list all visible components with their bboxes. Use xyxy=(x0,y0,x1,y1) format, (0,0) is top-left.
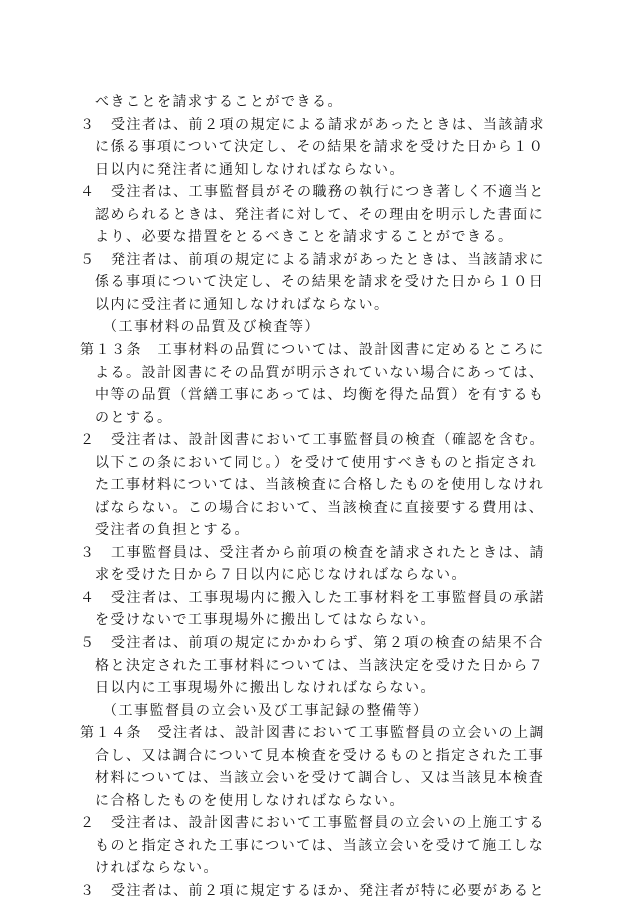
text-line xyxy=(0,114,630,136)
text-line-content: 第１３条 工事材料の品質については、設計図書に定めるところに xyxy=(80,342,545,358)
text-line xyxy=(0,316,630,338)
text-line xyxy=(0,91,630,113)
text-line-content: ４ 受注者は、工事監督員がその職務の執行につき著しく不適当と xyxy=(80,184,545,200)
text-line xyxy=(0,249,630,271)
text-line xyxy=(0,429,630,451)
text-line xyxy=(0,159,630,181)
text-line xyxy=(0,812,630,834)
text-line xyxy=(0,722,630,744)
text-line-content: 第１４条 受注者は、設計図書において工事監督員の立会いの上調 xyxy=(80,725,545,741)
text-line xyxy=(0,271,630,293)
text-line xyxy=(0,587,630,609)
text-line-content: ３ 受注者は、前２項の規定による請求があったときは、当該請求 xyxy=(80,117,545,133)
text-line xyxy=(0,474,630,496)
text-line-content: ３ 受注者は、前２項に規定するほか、発注者が特に必要があると xyxy=(80,883,545,899)
text-line xyxy=(0,655,630,677)
text-line-content: に合格したものを使用しなければならない。 xyxy=(95,793,405,809)
text-line-content: 求を受けた日から７日以内に応じなければならない。 xyxy=(95,567,467,583)
text-line-content: 係る事項について決定し、その結果を請求を受けた日から１０日 xyxy=(95,274,545,290)
text-line-content: に係る事項について決定し、その結果を請求を受けた日から１０ xyxy=(95,139,545,155)
text-line xyxy=(0,339,630,361)
text-line-content: 日以内に工事現場外に搬出しなければならない。 xyxy=(95,680,436,696)
text-line xyxy=(0,880,630,902)
text-line-content: 認められるときは、発注者に対して、その理由を明示した書面に xyxy=(95,207,545,223)
text-line xyxy=(0,294,630,316)
text-line-content: 中等の品質（営繕工事にあっては、均衡を得た品質）を有するも xyxy=(95,387,545,403)
text-line-content: 以下この条において同じ。）を受けて使用すべきものと指定され xyxy=(95,455,538,471)
text-line xyxy=(0,767,630,789)
text-line-content: ばならない。この場合において、当該検査に直接要する費用は、 xyxy=(95,500,545,516)
text-line xyxy=(0,677,630,699)
text-line-content: ５ 発注者は、前項の規定による請求があったときは、当該請求に xyxy=(80,252,545,268)
text-line-content: ２ 受注者は、設計図書において工事監督員の検査（確認を含む。 xyxy=(80,432,545,448)
text-line xyxy=(0,384,630,406)
text-line xyxy=(0,609,630,631)
text-line-content: 以内に受注者に通知しなければならない。 xyxy=(95,297,390,313)
text-line xyxy=(0,181,630,203)
text-line xyxy=(0,632,630,654)
text-line xyxy=(0,564,630,586)
text-line-content: ２ 受注者は、設計図書において工事監督員の立会いの上施工する xyxy=(80,815,545,831)
text-line xyxy=(0,204,630,226)
text-line xyxy=(0,857,630,879)
text-line xyxy=(0,700,630,722)
text-line xyxy=(0,745,630,767)
text-line xyxy=(0,452,630,474)
text-line xyxy=(0,790,630,812)
text-line-content: 合し、又は調合について見本検査を受けるものと指定された工事 xyxy=(95,748,545,764)
section-heading: （工事監督員の立会い及び工事記録の整備等） xyxy=(103,703,429,719)
text-line xyxy=(0,519,630,541)
text-line-content: べきことを請求することができる。 xyxy=(95,94,343,110)
text-line xyxy=(0,136,630,158)
section-heading: （工事材料の品質及び検査等） xyxy=(103,319,320,335)
text-line-content: 受注者の負担とする。 xyxy=(95,522,250,538)
text-line xyxy=(0,407,630,429)
text-line xyxy=(0,835,630,857)
text-line-content: ４ 受注者は、工事現場内に搬入した工事材料を工事監督員の承諾 xyxy=(80,590,545,606)
text-line-content: 材料については、当該立会いを受けて調合し、又は当該見本検査 xyxy=(95,770,545,786)
text-line xyxy=(0,362,630,384)
text-line-content: を受けないで工事現場外に搬出してはならない。 xyxy=(95,612,436,628)
text-line-content: のとする。 xyxy=(95,410,173,426)
text-line-content: より、必要な措置をとるべきことを請求することができる。 xyxy=(95,229,514,245)
text-line-content: ものと指定された工事については、当該立会いを受けて施工しな xyxy=(95,838,545,854)
text-line xyxy=(0,542,630,564)
text-line-content: 格と決定された工事材料については、当該決定を受けた日から７ xyxy=(95,658,545,674)
text-line-content: た工事材料については、当該検査に合格したものを使用しなけれ xyxy=(95,477,545,493)
text-line xyxy=(0,226,630,248)
text-line xyxy=(0,497,630,519)
text-line-content: ３ 工事監督員は、受注者から前項の検査を請求されたときは、請 xyxy=(80,545,545,561)
text-line-content: よる。設計図書にその品質が明示されていない場合にあっては、 xyxy=(95,365,545,381)
text-line-content: ５ 受注者は、前項の規定にかかわらず、第２項の検査の結果不合 xyxy=(80,635,544,651)
text-line-content: 日以内に発注者に通知しなければならない。 xyxy=(95,162,405,178)
text-line-content: ければならない。 xyxy=(95,860,219,876)
